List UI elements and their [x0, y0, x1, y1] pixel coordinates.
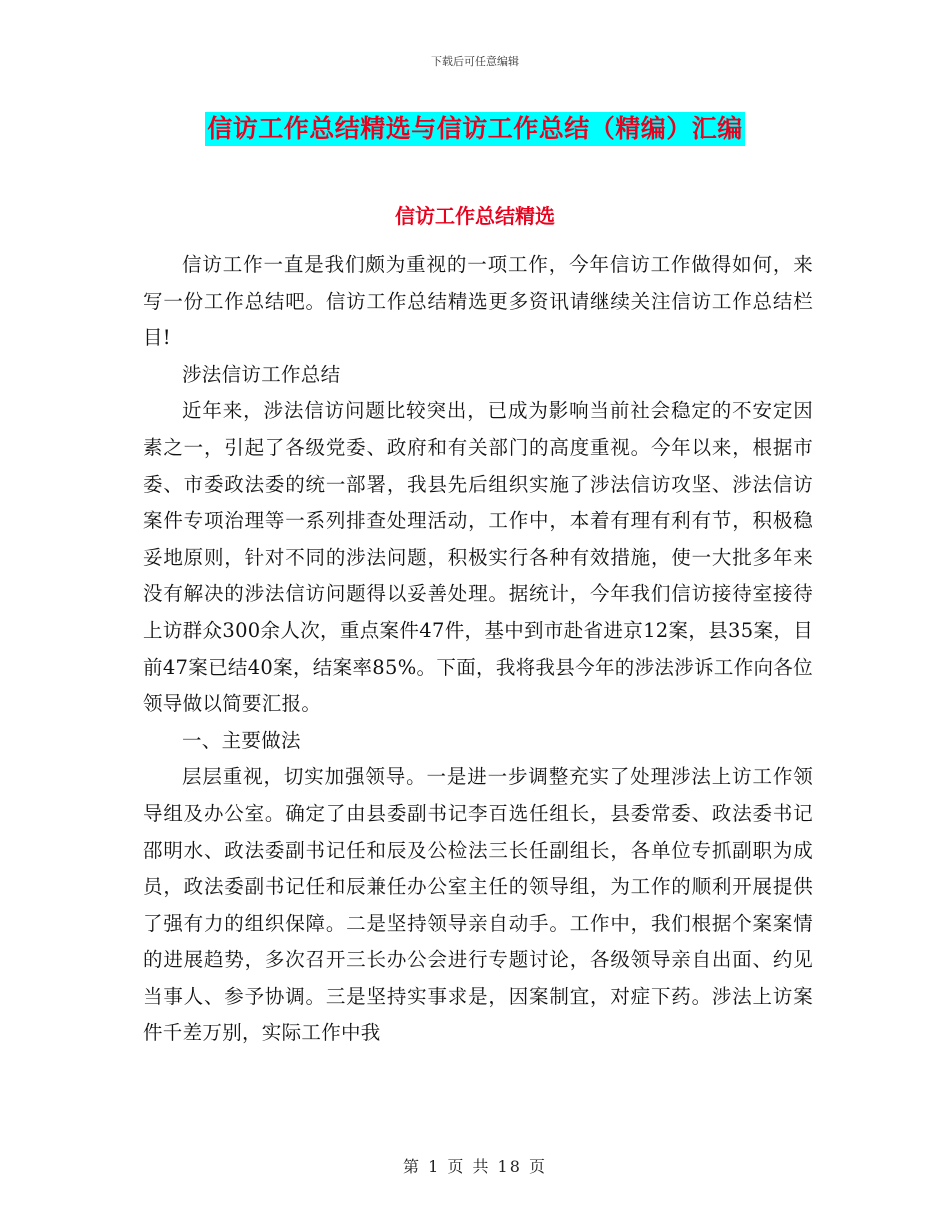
paragraph: 近年来，涉法信访问题比较突出，已成为影响当前社会稳定的不安定因素之一，引起了各级党委、政府和有关部门的高度重视。今年以来，根据市委、市委政法委的统一部署，我县先后组织实施了涉法信访攻坚、涉法信访案件专项治理等一系列排查处理活动，工作中，本着有理有利有节，积极稳妥地原则，针对不同的涉法问题，积极实行各种有效措施，使一大批多年来没有解决的涉法信访问题得以妥善处理。据统计，今年我们信访接待室接待上访群众300余人次，重点案件47件，基中到市赴省进京12案，县35案，目前47案已结40案，结案率85%。下面，我将我县今年的涉法涉诉工作向各位领导做以简要汇报。: [143, 399, 813, 716]
page-number: 第 1 页 共 18 页: [403, 1157, 547, 1176]
main-title: 信访工作总结精选与信访工作总结（精编）汇编: [205, 112, 745, 146]
paragraph-heading: 涉法信访工作总结: [182, 362, 341, 386]
paragraph: 信访工作一直是我们颇为重视的一项工作，今年信访工作做得如何，来写一份工作总结吧。信访工作总结精选更多资讯请继续关注信访工作总结栏目!: [143, 253, 813, 350]
document-body: [143, 247, 813, 1052]
section-title: 信访工作总结精选: [395, 204, 555, 228]
paragraph-heading: 一、主要做法: [182, 728, 301, 752]
header-note: 下载后可任意编辑: [431, 55, 519, 68]
main-title-container: [0, 112, 950, 146]
paragraph: 层层重视，切实加强领导。一是进一步调整充实了处理涉法上访工作领导组及办公室。确定了由县委副书记李百选任组长，县委常委、政法委书记邵明水、政法委副书记任和辰及公检法三长任副组长，各单位专抓副职为成员，政法委副书记任和辰兼任办公室主任的领导组，为工作的顺利开展提供了强有力的组织保障。二是坚持领导亲自动手。工作中，我们根据个案案情的进展趋势，多次召开三长办公会进行专题讨论，各级领导亲自出面、约见当事人、参予协调。三是坚持实事求是，因案制宜，对症下药。涉法上访案件千差万别，实际工作中我: [143, 765, 813, 1045]
